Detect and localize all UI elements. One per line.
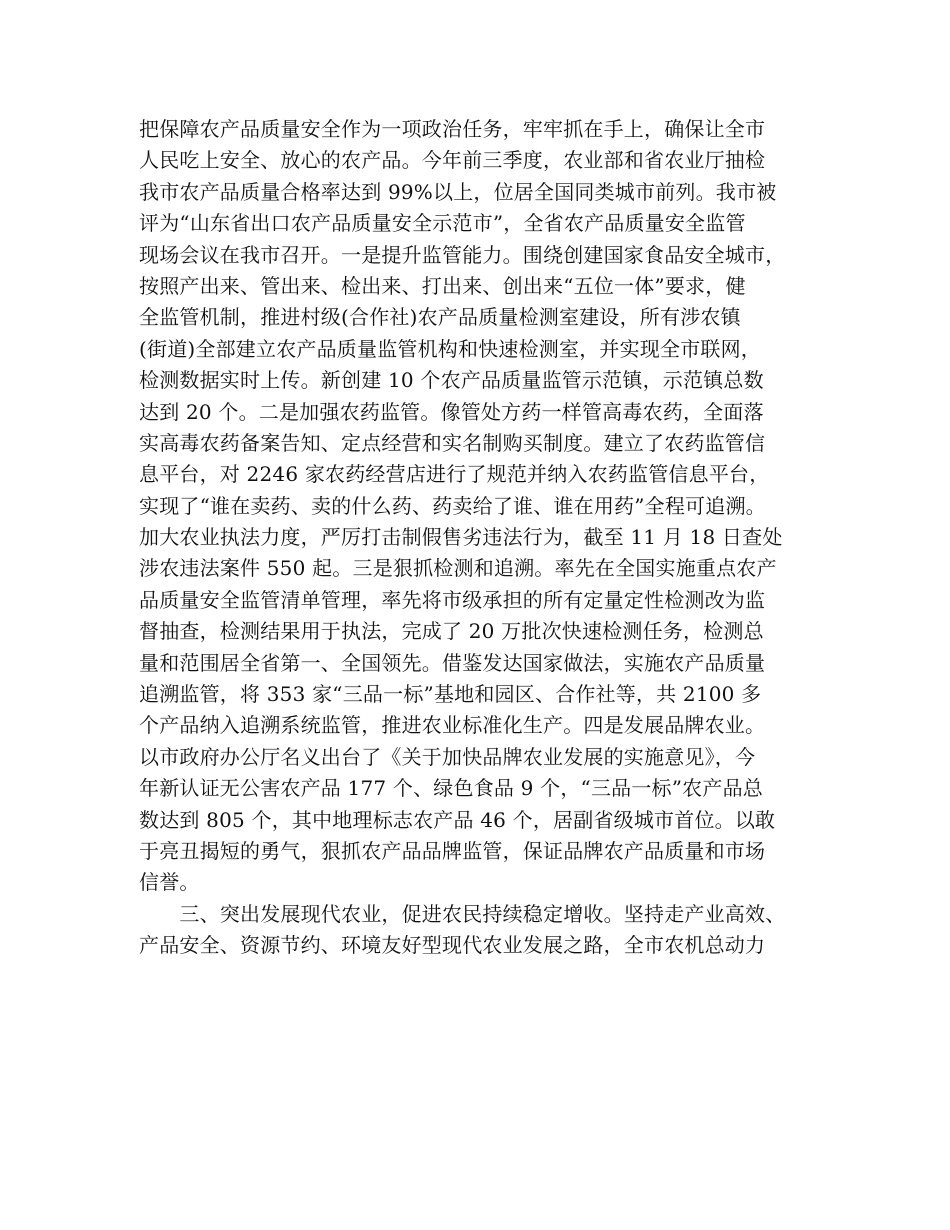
text-line: 于亮丑揭短的勇气，狠抓农产品品牌监管，保证品牌农产品质量和市场 xyxy=(139,838,766,863)
text-line: 把保障农产品质量安全作为一项政治任务，牢牢抓在手上，确保让全市 xyxy=(139,117,766,141)
text-line: 年新认证无公害农产品 177 个、绿色食品 9 个，“三品一标”农产品总 xyxy=(139,776,763,801)
text-line: 现场会议在我市召开。一是提升监管能力。围绕创建国家食品安全城市， xyxy=(139,242,786,267)
text-line: 涉农违法案件 550 起。三是狠抓检测和追溯。率先在全国实施重点农产 xyxy=(139,556,777,581)
text-line: 我市农产品质量合格率达到 99%以上，位居全国同类城市前列。我市被 xyxy=(139,179,777,204)
text-line: 量和范围居全省第一、全国领先。借鉴发达国家做法，实施农产品质量 xyxy=(139,650,766,675)
text-line: 个产品纳入追溯系统监管，推进农业标准化生产。四是发展品牌农业。 xyxy=(139,713,766,738)
text-line: 数达到 805 个，其中地理标志农产品 46 个，居副省级城市首位。以敢 xyxy=(139,807,776,832)
text-line: 追溯监管，将 353 家“三品一标”基地和园区、合作社等，共 2100 多 xyxy=(139,682,762,707)
text-line: 实高毒农药备案告知、定点经营和实名制购买制度。建立了农药监管信 xyxy=(139,430,766,455)
text-line: 产品安全、资源节约、环境友好型现代农业发展之路，全市农机总动力 xyxy=(139,933,766,958)
text-line: 全监管机制，推进村级(合作社)农产品质量检测室建设，所有涉农镇 xyxy=(139,305,741,330)
text-line: 检测数据实时上传。新创建 10 个农产品质量监管示范镇，示范镇总数 xyxy=(139,368,764,393)
text-line: 信誉。 xyxy=(139,870,200,895)
body-text xyxy=(139,114,829,962)
text-line: 加大农业执法力度，严厉打击制假售劣违法行为，截至 11 月 18 日查处 xyxy=(139,525,783,550)
text-line: (街道)全部建立农产品质量监管机构和快速检测室，并实现全市联网， xyxy=(139,336,762,361)
text-line: 人民吃上安全、放心的农产品。今年前三季度，农业部和省农业厅抽检 xyxy=(139,148,766,173)
text-line: 息平台，对 2246 家农药经营店进行了规范并纳入农药监管信息平台， xyxy=(139,462,770,487)
text-line: 评为“山东省出口农产品质量安全示范市”，全省农产品质量安全监管 xyxy=(139,211,746,236)
text-line: 品质量安全监管清单管理，率先将市级承担的所有定量定性检测改为监 xyxy=(139,587,766,612)
text-line: 按照产出来、管出来、检出来、打出来、创出来“五位一体”要求，健 xyxy=(139,273,746,298)
text-line: 以市政府办公厅名义出台了《关于加快品牌农业发展的实施意见》，今 xyxy=(139,744,756,769)
text-line: 三、突出发展现代农业，促进农民持续稳定增收。坚持走产业高效、 xyxy=(139,901,786,926)
text-line: 达到 20 个。二是加强农药监管。像管处方药一样管高毒农药，全面落 xyxy=(139,399,764,424)
text-line: 实现了“谁在卖药、卖的什么药、药卖给了谁、谁在用药”全程可追溯。 xyxy=(139,493,766,518)
text-line: 督抽查，检测结果用于执法，完成了 20 万批次快速检测任务，检测总 xyxy=(139,619,764,644)
